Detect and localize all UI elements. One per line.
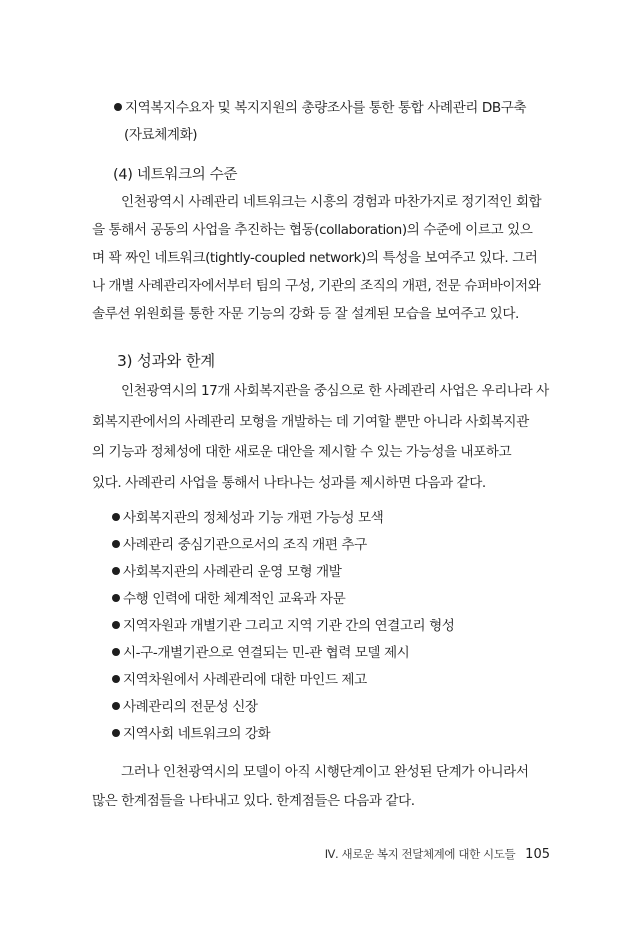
bullet-icon xyxy=(112,621,120,629)
list-item xyxy=(114,98,526,118)
bullet-icon xyxy=(112,675,120,683)
paragraph-line: 며 꽉 짜인 네트워크(tightly-coupled network)의 특성을 보여주고 있다. 그러 xyxy=(92,250,538,266)
list-item-continuation: (자료체계화) xyxy=(124,127,198,143)
paragraph-line: 인천광역시의 17개 사회복지관을 중심으로 한 사례관리 사업은 우리나라 사 xyxy=(121,383,549,399)
paragraph-line: 회복지관에서의 사례관리 모형을 개발하는 데 기여할 뿐만 아니라 사회복지관 xyxy=(92,414,529,430)
list-item xyxy=(112,697,258,717)
section-heading: 3) 성과와 한계 xyxy=(117,352,215,370)
page-footer xyxy=(325,846,550,862)
list-item xyxy=(112,589,345,609)
list-item-text: 지역차원에서 사례관리에 대한 마인드 제고 xyxy=(123,672,367,688)
list-item-text: 사례관리 중심기관으로서의 조직 개편 추구 xyxy=(123,537,367,553)
list-item-text: 지역자원과 개별기관 그리고 지역 기관 간의 연결고리 형성 xyxy=(123,618,455,634)
list-item-text: 사회복지관의 정체성과 기능 개편 가능성 모색 xyxy=(123,510,384,526)
list-item xyxy=(112,616,454,636)
list-item xyxy=(112,643,409,663)
list-item-text: 사회복지관의 사례관리 운영 모형 개발 xyxy=(123,564,342,580)
section-heading: (4) 네트워크의 수준 xyxy=(113,167,238,183)
list-item xyxy=(112,535,367,555)
chapter-title: Ⅳ. 새로운 복지 전달체계에 대한 시도들 xyxy=(324,847,516,861)
list-item-text: 지역사회 네트워크의 강화 xyxy=(123,726,271,742)
list-item-text: 시-구-개별기관으로 연결되는 민-관 협력 모델 제시 xyxy=(123,645,410,661)
list-item xyxy=(112,508,383,528)
list-item-text: 수행 인력에 대한 체계적인 교육과 자문 xyxy=(123,591,346,607)
bullet-icon xyxy=(112,729,120,737)
paragraph-line: 인천광역시 사례관리 네트워크는 시흥의 경험과 마찬가지로 정기적인 회합 xyxy=(121,194,542,210)
paragraph-line: 을 통해서 공동의 사업을 추진하는 협동(collaboration)의 수준에 이르고 있으 xyxy=(92,222,533,238)
paragraph-line: 많은 한계점들을 나타내고 있다. 한계점들은 다음과 같다. xyxy=(92,793,415,809)
list-item-text: 지역복지수요자 및 복지지원의 총량조사를 통한 통합 사례관리 DB구축 xyxy=(125,100,527,116)
bullet-icon xyxy=(112,513,120,521)
bullet-icon xyxy=(112,702,120,710)
paragraph-line: 솔루션 위원회를 통한 자문 기능의 강화 등 잘 설계된 모습을 보여주고 있다. xyxy=(92,306,519,322)
list-item-text: 사례관리의 전문성 신장 xyxy=(123,699,258,715)
list-item xyxy=(112,562,341,582)
paragraph-line: 있다. 사례관리 사업을 통해서 나타나는 성과를 제시하면 다음과 같다. xyxy=(92,475,486,491)
list-item xyxy=(112,670,367,690)
paragraph-line: 의 기능과 정체성에 대한 새로운 대안을 제시할 수 있는 가능성을 내포하고 xyxy=(92,444,512,460)
paragraph-line: 그러나 인천광역시의 모델이 아직 시행단계이고 완성된 단계가 아니라서 xyxy=(121,764,529,780)
page-number: 105 xyxy=(525,847,550,862)
bullet-icon xyxy=(112,567,120,575)
paragraph-line: 나 개별 사례관리자에서부터 팀의 구성, 기관의 조직의 개편, 전문 슈퍼바이저와 xyxy=(92,278,541,294)
bullet-icon xyxy=(112,648,120,656)
list-item xyxy=(112,724,270,744)
bullet-icon xyxy=(112,594,120,602)
bullet-icon xyxy=(114,103,122,111)
bullet-icon xyxy=(112,540,120,548)
